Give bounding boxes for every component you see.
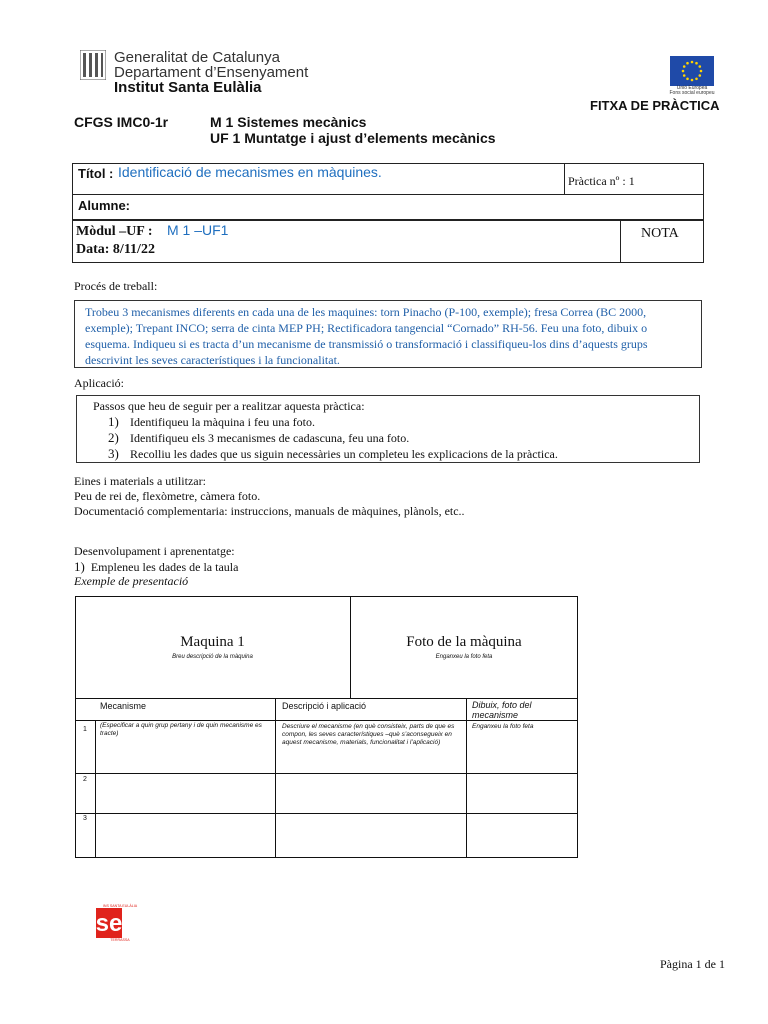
unit-title: UF 1 Muntatge i ajust d’elements mecànics xyxy=(210,130,496,146)
step-item: 1) Identifiqueu la màquina i feu una foto. xyxy=(108,414,315,429)
application-label: Aplicació: xyxy=(74,376,124,390)
divider xyxy=(75,698,578,699)
divider xyxy=(275,698,276,858)
org-line1: Generalitat de Catalunya xyxy=(114,49,280,66)
divider xyxy=(620,220,621,263)
example-caption: Exemple de presentació xyxy=(74,574,189,588)
module-value: M 1 –UF1 xyxy=(167,222,229,238)
divider xyxy=(564,163,565,195)
machine-photo-title: Foto de la màquina xyxy=(406,634,522,650)
development-label: Desenvolupament i aprenentatge: xyxy=(74,544,235,558)
institution-header xyxy=(114,50,308,95)
generalitat-logo-icon xyxy=(80,50,106,80)
process-text: Trobeu 3 mecanismes diferents en cada una de les maquines: torn Pinacho (P-100, exemple); fresa Correa (BC 2000, exemple); Trepant INCO; serra de cinta MEP PH; Rectificadora tangencial “Cornado” RH-56. Feu una foto, dibuix o esquema. Indiqueu si es tracta d’un mecanisme de transmissió o transformació i classifiqueu-los dins d’aquests grups descrivint les seves característiques i la funcionalitat. xyxy=(74,300,702,368)
divider xyxy=(75,773,578,774)
school-logo-bottom: TERRASSA xyxy=(110,938,130,941)
development-item: 1) Empleneu les dades de la taula xyxy=(74,559,239,574)
column-header: Dibuix, foto del mecanisme xyxy=(472,700,532,720)
divider xyxy=(72,219,704,221)
machine-subtitle: Breu descripció de la màquina xyxy=(172,654,253,660)
divider xyxy=(95,720,96,858)
eu-flag-icon xyxy=(670,56,714,86)
tools-label: Eines i materials a utilitzar: xyxy=(74,474,206,488)
table-cell: (Especificar a quin grup pertany i de quin mecanisme es tracte) xyxy=(100,722,262,737)
row-number: 3 xyxy=(83,815,87,822)
documentation-list: Documentació complementaria: instruccions, manuals de màquines, plànols, etc.. xyxy=(74,504,465,518)
eu-caption: Unió Europea Fons social europeu xyxy=(669,85,715,96)
title-value: Identificació de mecanismes en màquines. xyxy=(118,164,382,180)
tools-section xyxy=(74,474,465,519)
course-code: CFGS IMC0-1r xyxy=(74,114,169,130)
divider xyxy=(75,720,578,721)
date-label: Data: 8/11/22 xyxy=(76,242,155,257)
module-label: Mòdul –UF : xyxy=(76,224,153,239)
step-item: 2) Identifiqueu els 3 mecanismes de cadascuna, feu una foto. xyxy=(108,430,410,445)
process-label: Procés de treball: xyxy=(74,279,158,293)
student-label: Alumne: xyxy=(78,198,130,213)
grade-label: NOTA xyxy=(641,226,679,241)
machine-photo-subtitle: Enganxeu la foto feta xyxy=(435,654,493,660)
school-logo-letters: se xyxy=(95,910,123,937)
school-logo xyxy=(94,903,146,941)
divider xyxy=(75,813,578,814)
doc-type: FITXA DE PRÀCTICA xyxy=(590,98,720,113)
step-item: 3) Recolliu les dades que us siguin necessàries un completeu les explicacions de la pràctica. xyxy=(108,446,558,461)
row-number: 2 xyxy=(83,776,87,783)
institute-name: Institut Santa Eulàlia xyxy=(114,79,262,96)
school-logo-top: INS SANTA EULÀLIA xyxy=(102,904,138,908)
table-cell: Descriure el mecanisme (en què consisteix, parts de que es compon, les seves característiques –què s’aconsegueix en aquest mecanisme, materials, funcionalitat i l’aplicació) xyxy=(282,723,455,746)
org-line2: Departament d’Ensenyament xyxy=(114,64,309,81)
machine-title: Maquina 1 xyxy=(180,634,245,650)
title-label: Títol : xyxy=(78,166,114,181)
steps-intro: Passos que heu de seguir per a realitzar aquesta pràctica: xyxy=(93,399,365,413)
divider xyxy=(466,698,467,858)
tools-list: Peu de rei de, flexòmetre, càmera foto. xyxy=(74,489,261,503)
column-header: Mecanisme xyxy=(100,701,147,711)
table-cell: Enganxeu la foto feta xyxy=(472,723,534,730)
column-header: Descripció i aplicació xyxy=(282,701,367,711)
divider xyxy=(72,194,704,195)
practice-number: Pràctica nº : 1 xyxy=(568,174,635,188)
module-title: M 1 Sistemes mecànics xyxy=(210,114,367,130)
page-number: Pàgina 1 de 1 xyxy=(660,957,725,971)
row-number: 1 xyxy=(83,726,87,733)
